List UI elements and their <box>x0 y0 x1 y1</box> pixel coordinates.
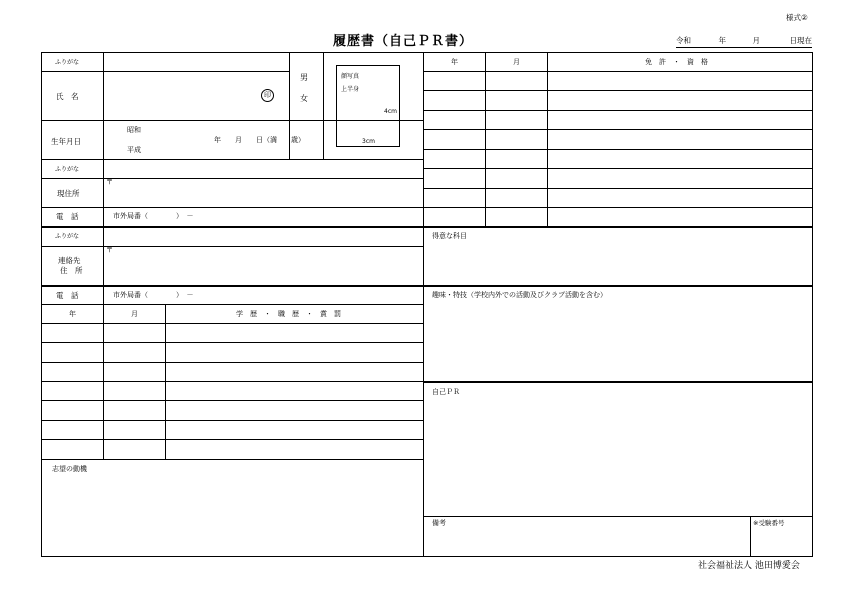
phone-field[interactable]: 市外局番（ ） － <box>113 212 194 220</box>
license-col-month: 月 <box>513 58 520 66</box>
exam-number-label: ※受験番号 <box>753 519 785 527</box>
address-postal: 〒 <box>106 178 113 186</box>
photo-width: 3cm <box>362 138 375 145</box>
gender-male-label[interactable]: 男 <box>300 73 308 82</box>
hobbies-label: 趣味・特技（学校内外での活動及びクラブ活動を含む） <box>432 291 607 299</box>
phone-label: 電 話 <box>56 212 79 221</box>
date-era: 令和 <box>676 35 691 48</box>
contact-furigana-label: ふりがな <box>55 233 80 240</box>
birth-date: 年 月 日（満 歳） <box>214 136 305 144</box>
contact-phone-field[interactable]: 市外局番（ ） － <box>113 291 194 299</box>
birth-label: 生年月日 <box>51 137 81 146</box>
gender-female-label[interactable]: 女 <box>300 94 308 103</box>
subjects-label: 得意な科目 <box>432 232 467 240</box>
organization-name: 社会福祉法人 池田博愛会 <box>698 561 800 571</box>
name-label: 氏 名 <box>56 92 79 101</box>
date-day: 日現在 <box>760 35 812 48</box>
contact-postal: 〒 <box>106 246 113 254</box>
seal-icon: 印 <box>261 89 274 102</box>
history-col-month: 月 <box>131 310 138 318</box>
page-title: 履歴書（自己ＰＲ書） <box>333 34 474 49</box>
history-col-year: 年 <box>69 310 76 318</box>
era-showa[interactable]: 昭和 <box>127 126 141 134</box>
form-number: 様式② <box>786 13 808 22</box>
contact-label-1: 連絡先 <box>58 256 81 265</box>
photo-label-2: 上半身 <box>341 86 360 93</box>
motivation-label: 志望の動機 <box>52 465 87 473</box>
contact-label-2: 住 所 <box>60 266 83 275</box>
photo-label-1: 顔写真 <box>341 73 360 80</box>
address-label: 現住所 <box>57 189 80 198</box>
history-col-content: 学 歴 ・ 職 歴 ・ 賞 罰 <box>236 310 341 318</box>
photo-height: 4cm <box>384 108 397 115</box>
date-year: 年 <box>690 35 726 48</box>
contact-phone-label: 電 話 <box>56 291 79 300</box>
address-furigana-label: ふりがな <box>55 166 80 173</box>
remarks-label: 備考 <box>432 519 446 527</box>
date-month: 月 <box>726 35 760 48</box>
license-col-content: 免 許 ・ 資 格 <box>645 58 708 66</box>
self-pr-label: 自己ＰＲ <box>432 388 460 396</box>
furigana-label: ふりがな <box>55 59 80 66</box>
era-heisei[interactable]: 平成 <box>127 146 141 154</box>
license-col-year: 年 <box>451 58 458 66</box>
